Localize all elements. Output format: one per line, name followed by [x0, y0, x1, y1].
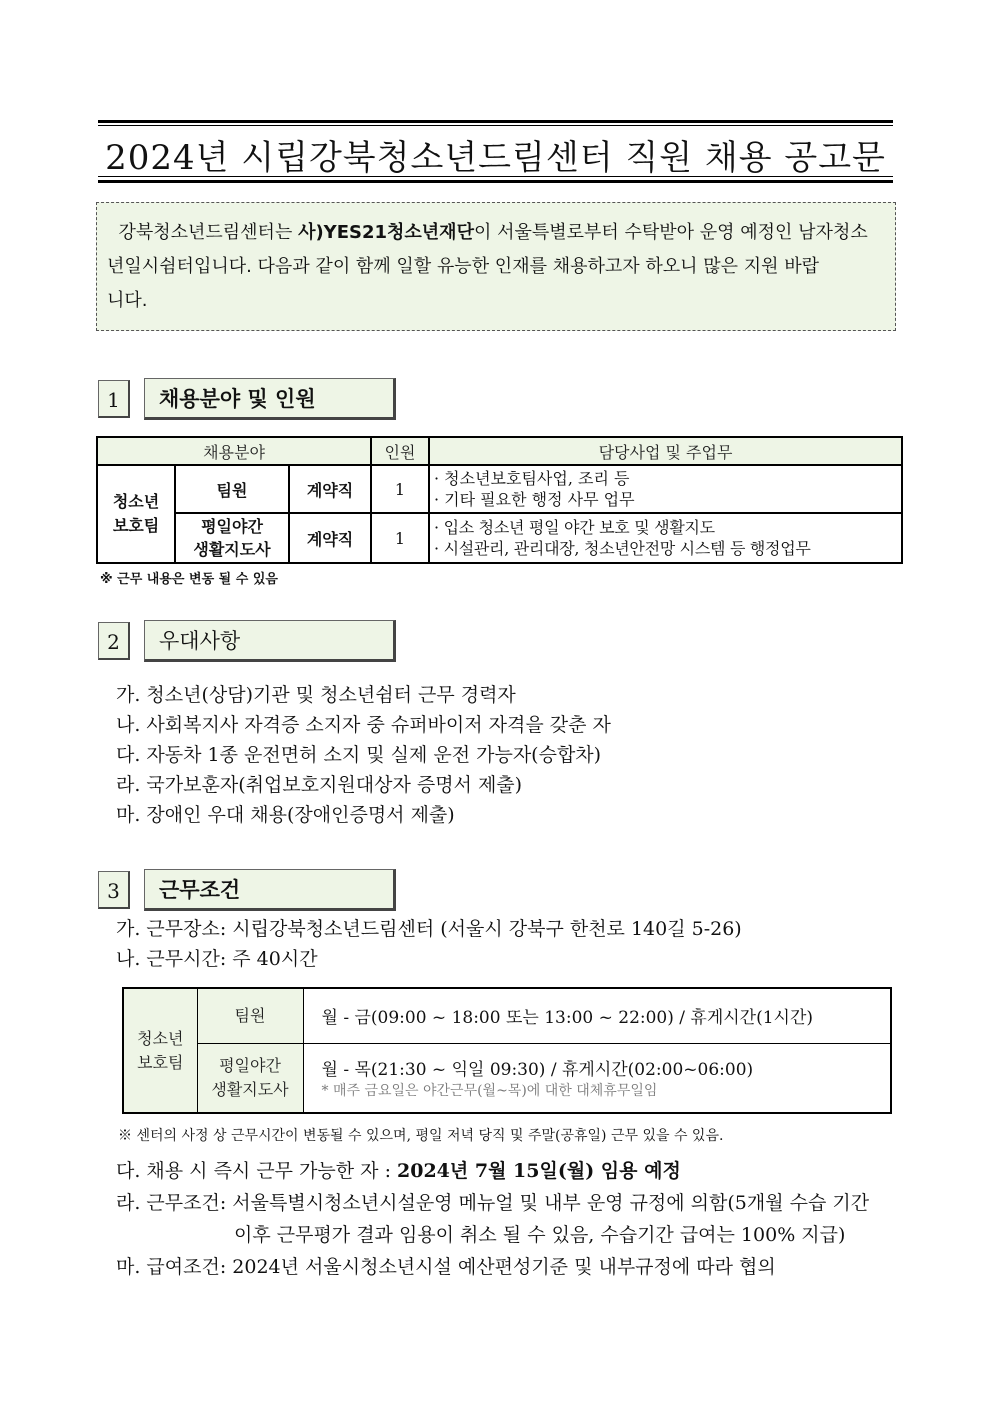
role-name: 평일야간 생활지도사: [175, 513, 289, 563]
section-title: 근무조건: [144, 869, 396, 911]
contract-type: 계약직: [289, 513, 371, 563]
work-time-note: * 매주 금요일은 야간근무(월~목)에 대한 대체휴무일임: [321, 1083, 658, 1100]
section-title: 채용분야 및 인원: [144, 378, 396, 420]
headcount: 1: [371, 513, 429, 563]
duties-cell: [429, 513, 902, 563]
work-time-cell: [303, 1043, 891, 1113]
title-frame: [98, 120, 893, 186]
work-time: 월 - 금(09:00 ~ 18:00 또는 13:00 ~ 22:00) / 휴게시간(1시간): [303, 988, 891, 1043]
section-number: 3: [98, 871, 130, 909]
table-row: [123, 1043, 891, 1113]
work-conditions: [116, 914, 742, 974]
work-hours: 나. 근무시간: 주 40시간: [116, 948, 318, 970]
intro-line-1: [107, 216, 885, 250]
duty-item: · 입소 청소년 평일 야간 보호 및 생활지도: [434, 518, 715, 537]
header-count: 인원: [371, 437, 429, 465]
duty-item: · 청소년보호팀사업, 조리 등: [434, 469, 630, 488]
schedule-table: [122, 987, 892, 1114]
salary-terms: 마. 급여조건: 2024년 서울시청소년시설 예산편성기준 및 내부규정에 따라 협의: [116, 1256, 776, 1278]
item-text: 다. 채용 시 즉시 근무 가능한 자 :: [116, 1160, 398, 1182]
intro-box: [96, 202, 896, 331]
page-title: 2024년 시립강북청소년드림센터 직원 채용 공고문: [105, 138, 886, 178]
contract-type: 계약직: [289, 465, 371, 513]
intro-text: 이 서울특별로부터 수탁받아 운영 예정인 남자청소: [473, 222, 868, 243]
start-date-item: [116, 1156, 681, 1183]
employment-terms-line1: 라. 근무조건: 서울특별시청소년시설운영 메뉴얼 및 내부 운영 규정에 의함(5개월 수습 기간: [116, 1192, 870, 1214]
section-title: 우대사항: [144, 620, 396, 662]
employment-terms-line2: 이후 근무평가 결과 임용이 취소 될 수 있음, 수습기간 급여는 100% 지급): [234, 1224, 846, 1246]
work-place: 가. 근무장소: 시립강북청소년드림센터 (서울시 강북구 한천로 140길 5-26): [116, 918, 742, 940]
foundation-name: 사)YES21청소년재단: [298, 222, 474, 243]
duty-item: · 시설관리, 관리대장, 청소년안전망 시스템 등 행정업무: [434, 539, 811, 558]
table-header-row: [97, 437, 902, 465]
role-name: 팀원: [175, 465, 289, 513]
section-number: 1: [98, 380, 130, 418]
recruitment-table: [96, 436, 903, 564]
header-duties: 담당사업 및 주업무: [429, 437, 902, 465]
list-item: 마. 장애인 우대 채용(장애인증명서 제출): [116, 804, 455, 826]
list-item: 다. 자동차 1종 운전면허 소지 및 실제 운전 가능자(승합차): [116, 744, 602, 766]
duties-cell: [429, 465, 902, 513]
role-name: 평일야간 생활지도사: [197, 1043, 303, 1113]
list-item: 라. 국가보훈자(취업보호지원대상자 증명서 제출): [116, 774, 523, 796]
intro-line-3: 니다.: [107, 290, 148, 311]
headcount: 1: [371, 465, 429, 513]
start-date: 2024년 7월 15일(월) 임용 예정: [397, 1160, 681, 1182]
team-name: 청소년 보호팀: [97, 465, 175, 563]
table-row: [97, 465, 902, 513]
section-number: 2: [98, 622, 130, 660]
table-row: [97, 513, 902, 563]
table-row: [123, 988, 891, 1043]
list-item: 나. 사회복지사 자격증 소지자 중 슈퍼바이저 자격을 갖춘 자: [116, 714, 611, 736]
intro-text: 강북청소년드림센터는: [118, 222, 299, 243]
list-item: 가. 청소년(상담)기관 및 청소년쉼터 근무 경력자: [116, 684, 516, 706]
intro-line-2: 년일시쉼터입니다. 다음과 같이 함께 일할 유능한 인재를 채용하고자 하오니 많은 지원 바랍: [107, 256, 820, 277]
table-note: ※ 근무 내용은 변동 될 수 있음: [100, 572, 278, 587]
role-name: 팀원: [197, 988, 303, 1043]
team-name: 청소년 보호팀: [123, 988, 197, 1113]
work-time: 월 - 목(21:30 ~ 익일 09:30) / 휴게시간(02:00~06:00): [321, 1060, 754, 1081]
duty-item: · 기타 필요한 행정 사무 업무: [434, 490, 635, 509]
schedule-note: ※ 센터의 사정 상 근무시간이 변동될 수 있으며, 평일 저녁 당직 및 주말(공휴일) 근무 있을 수 있음.: [118, 1128, 724, 1144]
header-field: 채용분야: [97, 437, 371, 465]
preference-list: [116, 680, 611, 830]
